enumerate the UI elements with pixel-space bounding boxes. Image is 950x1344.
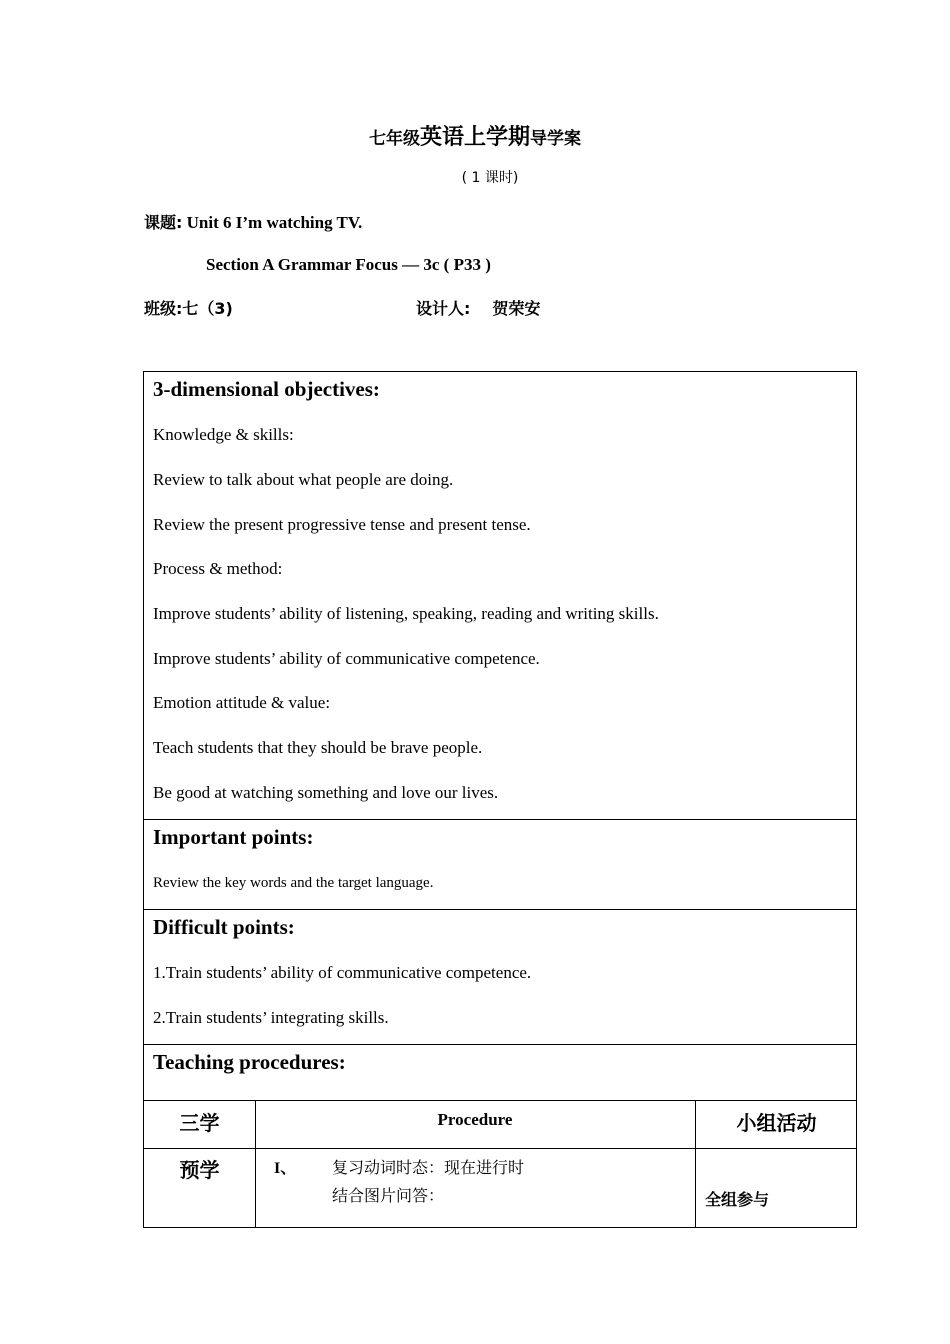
- designer-line: [416, 296, 540, 319]
- difficult-heading: Difficult points:: [153, 915, 295, 939]
- objective-line: Improve students’ ability of listening, speaking, reading and writing skills.: [153, 604, 659, 623]
- class-label: 班级:七（3): [144, 299, 233, 318]
- objective-line: Improve students’ ability of communicative competence.: [153, 649, 540, 668]
- important-text: Review the key words and the target language.: [153, 875, 434, 891]
- lesson-line: [144, 210, 362, 233]
- procedure-line: 结合图片问答：: [332, 1186, 445, 1205]
- designer-name: 贺荣安: [492, 299, 541, 318]
- col-header-group-activity: 小组活动: [736, 1111, 817, 1135]
- objective-line: Knowledge & skills:: [153, 425, 294, 444]
- procedure-line: 复习动词时态：现在进行时: [332, 1158, 525, 1177]
- difficult-line: 1.Train students’ ability of communicative competence.: [153, 963, 532, 982]
- objective-line: Review the present progressive tense and present tense.: [153, 515, 531, 534]
- designer-label: 设计人:: [416, 299, 471, 318]
- objectives-heading: 3-dimensional objectives:: [153, 377, 380, 401]
- procedures-heading: Teaching procedures:: [153, 1050, 346, 1074]
- page-subtitle: ( 1 课时): [461, 170, 519, 186]
- title-part-2: 英语上学期: [419, 125, 530, 150]
- title-part-1: 七年级: [368, 129, 420, 149]
- row-divider: [144, 819, 856, 820]
- objective-line: Teach students that they should be brave people.: [153, 738, 483, 757]
- lesson-plan-table: [143, 371, 857, 1228]
- stage-cell: 预学: [179, 1158, 220, 1182]
- section-line: Section A Grammar Focus — 3c ( P33 ): [206, 255, 491, 274]
- difficult-line: 2.Train students’ integrating skills.: [153, 1008, 389, 1027]
- objective-line: Process & method:: [153, 559, 283, 578]
- objective-line: Emotion attitude & value:: [153, 693, 331, 712]
- row-divider: [144, 909, 856, 910]
- procedure-number: I、: [274, 1160, 297, 1177]
- row-divider: [144, 1100, 856, 1101]
- objective-line: Review to talk about what people are doing.: [153, 470, 454, 489]
- row-divider: [144, 1148, 856, 1149]
- col-header-procedure: Procedure: [437, 1110, 513, 1129]
- lesson-value: Unit 6 I’m watching TV.: [186, 213, 363, 232]
- important-heading: Important points:: [153, 825, 314, 849]
- page-title: [0, 120, 950, 151]
- activity-cell: 全组参与: [705, 1190, 770, 1209]
- objective-line: Be good at watching something and love our lives.: [153, 783, 499, 802]
- col-header-three-learn: 三学: [179, 1111, 220, 1135]
- row-divider: [144, 1044, 856, 1045]
- lesson-label: 课题:: [144, 213, 183, 232]
- title-part-3: 导学案: [530, 129, 581, 149]
